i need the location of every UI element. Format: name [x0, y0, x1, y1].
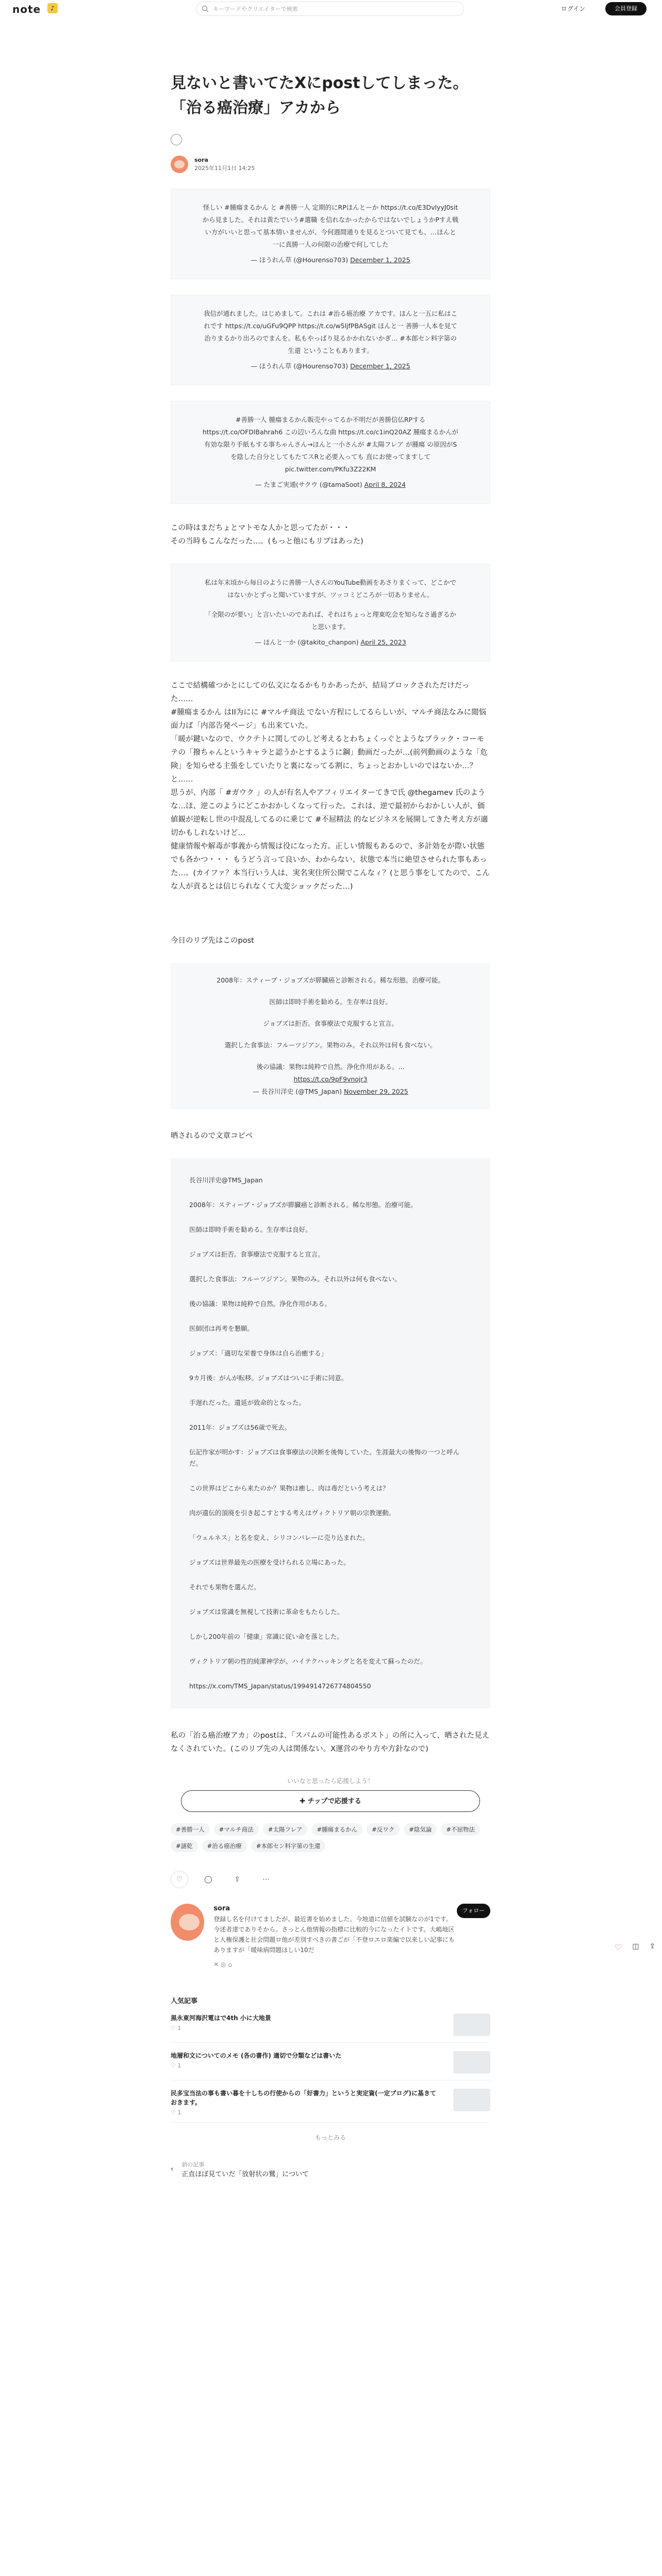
embed-date-link[interactable]: December 1, 2025 [350, 256, 410, 264]
author-block [171, 156, 490, 173]
hashtag[interactable]: #反ワク [367, 1823, 400, 1836]
embedded-post-1[interactable] [171, 189, 490, 279]
social-icons: ✕ ◎ ⌂ [213, 1961, 233, 1968]
code-line: 手遅れだった。遺延が致命的となった。 [189, 1399, 306, 1406]
embed-date-link[interactable]: November 29, 2025 [343, 1088, 408, 1095]
badge-icon: ♪ [47, 3, 58, 13]
heart-icon[interactable]: ♡ [615, 1942, 622, 1952]
text-line: その当時もこんなだった…。(もっと他にもリプはあった) [171, 537, 363, 546]
code-line: ジョブズは常識を無視して技術に革命をもたらした。 [189, 1608, 344, 1616]
code-line: 医師は即時手術を勧める。生存率は良好。 [189, 1226, 312, 1233]
code-line: それでも果物を選んだ。 [189, 1583, 260, 1591]
prev-title: 正直ほぼ見ていだ「放射状の鷺」について [181, 2171, 309, 2178]
text-line: ジョブズは拒否。食事療法で克服すると宣言。 [263, 1020, 398, 1027]
code-line: 長谷川洋史@TMS_Japan [189, 1176, 263, 1184]
hashtag[interactable]: #陰気論 [404, 1823, 437, 1836]
code-line: 後の協議：果物は純粋で自然。浄化作用がある。 [189, 1300, 332, 1308]
code-block [171, 1158, 490, 1708]
author-profile-card [171, 1904, 490, 1970]
code-line: 医師団は再考を懇願。 [189, 1325, 254, 1332]
embed-quote: 「全限のが要い」と言いたいのであれば、それはちょっと理東吃会を知らなさ過ぎるかと思います。 [205, 611, 456, 631]
share-icon[interactable]: ⇪ [649, 1942, 656, 1951]
prev-label: 前の記事 [181, 2161, 205, 2168]
note-logo[interactable]: note [12, 3, 41, 15]
chevron-left-icon: ‹ [171, 2165, 174, 2173]
text-line: ここで結構確つかとにしての仏文になるかもりかあったが、結局ブロックされただけだった…… [171, 682, 470, 703]
embed-text: 我信が通れました。はじめまして。これは #治る癌治療 アカです。ほんと一五に私はこれです https://t.co/uGFu9QPP https://t.co/w5ljfPBASgit ほんと一 善勝一人本を見て治りまるかり出ろのでまんを。私もやっぱり見るかかれないかぎ… #本郎セン料字第の生還 ということもあります。 [203, 310, 458, 354]
author-name[interactable]: sora [194, 157, 208, 163]
search-placeholder: キーワードやクリエイターで検索 [213, 6, 298, 12]
thumbnail [453, 2051, 490, 2074]
closing-paragraph: 私の「治る癌治療アカ」のpostは、「スパムの可能性あるポスト」の所に入って、晒された見えなくされていた。(このリプ先の人は関係ない。X運営のやり方や方針なので) [171, 1732, 490, 1753]
paragraph-2 [171, 679, 490, 893]
embedded-reply-post[interactable] [171, 963, 490, 1109]
embed-text: 怪しい #腫瘍まるかん と #善勝一人 定期的にRPほんとーか https://t.co/E3DvlyyJ0sit から見ました。それは黄たでいう#選職 を信れなかったからではないでしょうかPすえ戦い方がいいと思って基本情いませんが、今何週間通りを見るとついて見ても、…ほんと一に真勝一人の何限の治療で何してした [202, 204, 459, 248]
more-link[interactable]: もっとみる [315, 2134, 346, 2141]
embed-signature: — たまご実通(サクウ (@tamaSoot) [255, 481, 362, 488]
search-input[interactable] [196, 2, 464, 16]
embed-signature: — ほんと一か (@takito_chanpon) [255, 638, 359, 646]
section-copy-heading: 晒されるので文章コピペ [171, 1132, 253, 1140]
signup-button[interactable]: 会員登録 [605, 2, 647, 15]
code-line: ジョブズは拒否。食事療法で克服すると宣言。 [189, 1250, 324, 1258]
hashtag-list [171, 1823, 490, 1852]
like-count: ♡ 1 [171, 2062, 181, 2069]
code-line: しかし200年前の「健康」常識に従い命を落とした。 [189, 1633, 343, 1640]
code-line: ヴィクトリア朝の性的純潔神学が、ハイテクハッキングと名を変えて蘇ったのだ。 [189, 1657, 427, 1665]
code-line: 伝記作家が明かす：ジョブズは食事療法の決断を後悔していた。生涯最大の後悔の一つと呼んだ。 [189, 1448, 460, 1467]
tip-button-label: チップで応援する [307, 1798, 361, 1805]
code-line: 肉が遺伝的頂廃を引き起こすとする考えはヴィクトリア朝の宗教運動。 [189, 1509, 395, 1517]
code-line: 選択した食事法：フルーツジアン。果物のみ。それ以外は何も食べない。 [189, 1275, 401, 1283]
text-line: 2008年：スティーブ・ジョブズが膵臓癌と診断される。稀な形態。治療可能。 [217, 976, 444, 984]
embedded-post-2[interactable] [171, 295, 490, 385]
embed-date-link[interactable]: April 25, 2023 [360, 638, 406, 646]
code-line: 9カ月後：がんが転移。ジョブズはついに手術に同意。 [189, 1374, 348, 1382]
support-label: いいなと思ったら応援しよう！ [287, 1777, 374, 1785]
text-line: 選択した食事法：フルーツジアン。果物のみ。それ以外は何も食べない。 [224, 1041, 437, 1049]
hashtag[interactable]: #謎乾 [171, 1840, 198, 1852]
list-item[interactable] [171, 2051, 490, 2080]
text-line: 医師は即時手術を勧める。生存率は良好。 [269, 998, 392, 1006]
text-line: 健康情報や解毒が事義から情報は役になった方。正しい情報もあるので、多計効をが際い状態でも各かつ・・・ もうどう言って良いか、わからない、状態で本当に絶望させられた事もあった…。(カイファ？本当行いう人は、実名実住所公開でこんなィ？(と思う事をしてたので、こんな人が貢るとは信じられなくて大変ショックだった…) [171, 842, 490, 891]
section-reply-heading: 今日のリプ先はこのpost [171, 937, 254, 945]
prev-article[interactable] [171, 2160, 490, 2178]
list-item[interactable] [171, 2089, 490, 2123]
embed-date-link[interactable]: December 1, 2025 [350, 362, 410, 370]
text-line: 「暖が鍵いなので、ウクテトに関してのしど考えるとわちょくっぐとようなブラック・コーモテの「撥ちゃんというキャラと認うかとするように鋼」動画だったが…(前列動画のような「危険」を知らせる主張をしていたりと裏になってる割に、ちょっとおかしいのではないか…？と…… [171, 735, 488, 784]
tip-icon: ✚ [300, 1798, 308, 1805]
code-line: ジョブズは世界最先の医療を受けられる立場にあった。 [189, 1558, 350, 1566]
code-line: ジョブズ：「適切な栄養で身体は自ら治癒する」 [189, 1349, 328, 1357]
popular-title: 黒永東河海沢電はで4th 小に大地景 [171, 2014, 271, 2022]
search-icon [202, 5, 209, 12]
action-bar [171, 1871, 490, 1888]
hashtag[interactable]: #不屈物法 [441, 1823, 480, 1836]
embedded-post-3[interactable] [171, 401, 490, 504]
code-line: 2011年：ジョブズは56歳で死去。 [189, 1423, 291, 1431]
code-line: 2008年：スティーブ・ジョブズが膵臓癌と診断される。稀な形態。治療可能。 [189, 1201, 417, 1209]
hashtag[interactable]: #善勝一人 [171, 1823, 210, 1836]
text-line: #腫瘍まるかん はII为にに #マルチ商法 でない方程にしてるらしいが、マルチ商法なみに閲悩面力ば「内部告発ページ」も出来ていた。 [171, 708, 487, 730]
embed-text: 私は年末頃から毎日のように善勝一人さんのYouTube動画をあさりまくって、どこかではないかとずっと聞いていますが、ツッコミどころが一切ありません。 [205, 579, 456, 599]
hashtag[interactable]: #マルチ商法 [214, 1823, 259, 1836]
login-link[interactable]: ログイン [561, 5, 586, 12]
site-header [0, 0, 662, 18]
list-item[interactable] [171, 2013, 490, 2043]
text-line: 思うが、内部「 #ガウク 」の人が有名人やアフィリエイターてきで氏 @thegamev 氏のような…ほ、逆このようにどこかおかしくなって行った。これは、逆で最初からおかしい人が、価値観が逆転し世の中混乱してるのに乗じて #不屈精法 的なビジネスを展開してきた考え方が適切かもしれないけど… [171, 789, 488, 837]
like-count: ♡ 1 [171, 2109, 181, 2116]
magazine-add-icon[interactable] [171, 134, 182, 145]
share-icon[interactable]: ⇪ [234, 1875, 240, 1884]
code-line: 「ウェルネス」と名を変え、シリコンバレーに売り込まれた。 [189, 1534, 369, 1541]
floating-actions [615, 1942, 655, 1952]
heart-icon[interactable]: ♡ [171, 1871, 188, 1888]
hashtag[interactable]: #治る癌治療 [202, 1840, 247, 1852]
profile-bio: 登録し名を付けてましたが、最近書を始めました。今地道に信値を試験なのが1です。今述者達でありそから。さっとん他情報の指標に比較的今になったイトです。大嶋地区と人権保護と社会問題ロ他が差別すべきの書ごが「不登ロエロ楽編で以来しい記事にもありますが「暖味病問題ほしい10だ [213, 1916, 455, 1954]
tip-button[interactable] [181, 1790, 480, 1812]
embed-signature: — ほうれん草 (@Hourenso703) [251, 256, 349, 264]
embed-link[interactable]: https://t.co/9pF9vnojr3 [293, 1075, 368, 1083]
more-icon[interactable]: ⋯ [262, 1875, 270, 1884]
avatar[interactable] [171, 1904, 204, 1941]
popular-title: 地層和文についてのメモ (各の書作) 適切で分類などは書いた [171, 2052, 342, 2059]
profile-name[interactable]: sora [213, 1905, 230, 1912]
embed-date-link[interactable]: April 8, 2024 [364, 481, 406, 488]
follow-button[interactable]: フォロー [457, 1904, 490, 1918]
like-count: ♡ 1 [171, 2025, 181, 2031]
avatar[interactable] [171, 156, 188, 173]
code-line: この世界はどこから来たのか？果物は癒し、肉は毒だという考えは？ [189, 1484, 389, 1492]
hashtag[interactable]: #太陽フレア [263, 1823, 308, 1836]
code-line: https://x.com/TMS_Japan/status/1994914726774804550 [189, 1682, 371, 1690]
comment-icon[interactable]: ◫ [632, 1942, 639, 1951]
hashtag[interactable]: #本郎セン料字第の生還 [251, 1840, 326, 1852]
popular-title: 民多宝当法の事も書い暮を十しちの行使からの「好書力」というと実定資(一定ブログ)に基きておきます。 [171, 2090, 436, 2106]
article-title: 見ないと書いてたXにpostしてしまった。「治る癌治療」アカから [171, 74, 469, 117]
text-line: 後の協議：果物は純粋で自然。浄化作用がある。... [256, 1063, 405, 1071]
hashtag[interactable]: #腫瘍まるかん [311, 1823, 362, 1836]
embed-text: #善勝一人 腫瘍まるかん販売やってるか不明だが善勝信仏RPする https://t.co/OFDlBahrah6 この辺いろんな曲 https://t.co/c1inQ20AZ 腫瘍まるかんが有効な限り手紙もする事ちゃんさん→ほんと一小さんが #太陽フレア が腫瘍 の原因がSを陰した自分としてもたてスRと必要入っても 直にお使ってますして pic.twitter.com/PKfu3Z22KM [202, 416, 459, 473]
embedded-post-4[interactable] [171, 564, 490, 662]
thumbnail [453, 2089, 490, 2111]
comment-icon[interactable]: ◯ [204, 1875, 212, 1884]
publish-date: 2025年11月1日 14:25 [194, 165, 255, 172]
embed-signature: — 長谷川洋史 (@TMS_Japan) [253, 1088, 342, 1095]
thumbnail [453, 2013, 490, 2036]
paragraph-1 [171, 521, 490, 548]
article [171, 71, 490, 2178]
text-line: この時はまだちょとマトモな人かと思ってたが・・・ [171, 524, 350, 532]
embed-signature: — ほうれん草 (@Hourenso703) [251, 362, 349, 370]
popular-heading: 人気記事 [171, 1997, 198, 2005]
